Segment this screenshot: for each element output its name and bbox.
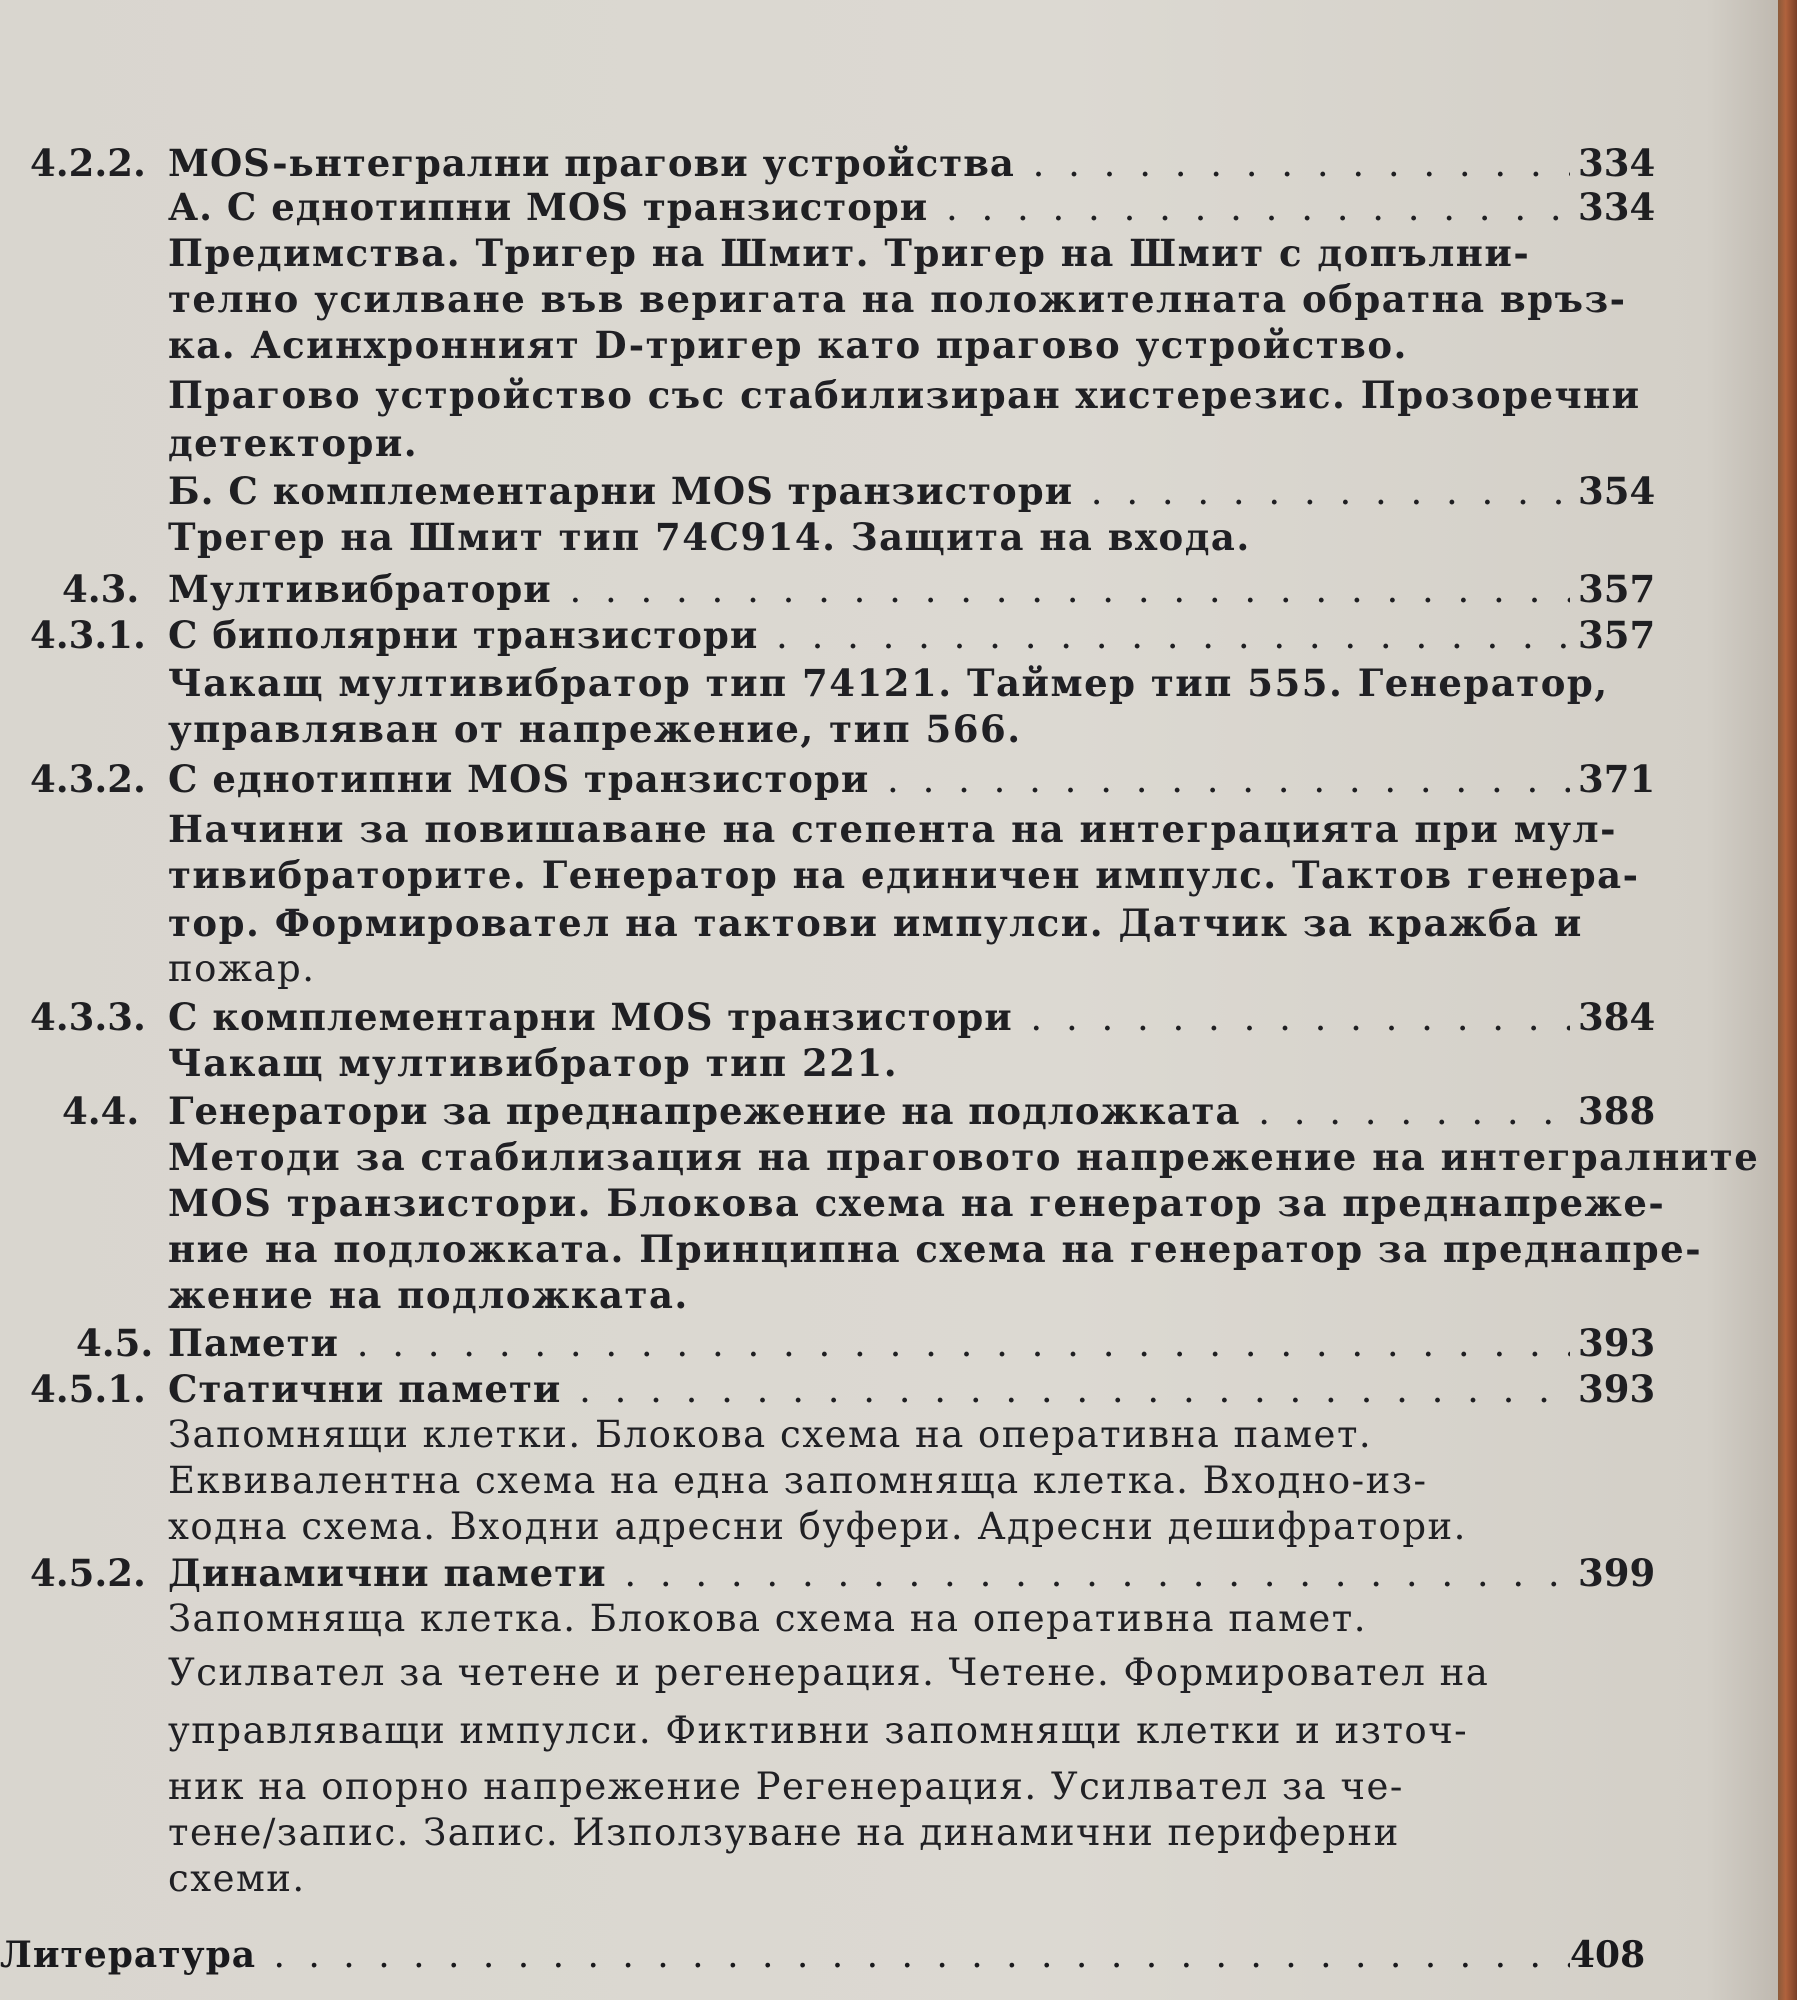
- toc-entry[interactable]: [0, 1320, 1680, 1366]
- section-title: Мултивибратори . . .: [168, 566, 1570, 613]
- section-title: Литература . . .: [0, 1932, 1570, 1979]
- section-number: 4.5.2.: [30, 1551, 146, 1595]
- page-number: 371: [1578, 757, 1656, 801]
- description-line: тор. Формировател на тактови импулси. Датчик за кражба и: [168, 901, 1583, 945]
- page-number: 334: [1578, 141, 1656, 185]
- toc-entry[interactable]: [0, 1088, 1680, 1134]
- page-number: 354: [1578, 469, 1656, 513]
- book-spine-edge: [1778, 0, 1797, 2000]
- description-line: Запомнящи клетки. Блокова схема на оперативна памет.: [168, 1413, 1373, 1456]
- section-number: 4.3.3.: [30, 995, 146, 1039]
- section-title: Статични памети . . .: [168, 1366, 1570, 1413]
- section-number: 4.5.1.: [30, 1367, 146, 1411]
- toc-entry[interactable]: [0, 140, 1680, 186]
- description-line: ние на подложката. Принципна схема на генератор за преднапре-: [168, 1227, 1703, 1271]
- page-number: 357: [1578, 613, 1656, 657]
- description-line: Еквивалентна схема на една запомняща клетка. Входно-из-: [168, 1459, 1428, 1502]
- page-number: 408: [1570, 1934, 1646, 1976]
- description-line: схеми.: [168, 1857, 306, 1900]
- description-line: телно усилване във веригата на положителната обратна връз-: [168, 277, 1627, 321]
- toc-entry[interactable]: [0, 612, 1680, 658]
- section-title: А. С еднотипни MOS транзистори . . .: [168, 184, 1570, 231]
- description-line: Прагово устройство със стабилизиран хистерезис. Прозоречни: [168, 373, 1641, 417]
- description-line: Методи за стабилизация на праговото напрежение на интегралните: [168, 1135, 1760, 1179]
- page-number: 334: [1578, 185, 1656, 229]
- toc-entry[interactable]: [0, 566, 1680, 612]
- section-title: С комплементарни MOS транзистори . . .: [168, 994, 1570, 1041]
- page-number: 384: [1578, 995, 1656, 1039]
- section-number: 4.3.2.: [30, 757, 146, 801]
- description-line: MOS транзистори. Блокова схема на генератор за преднапреже-: [168, 1181, 1666, 1225]
- page-number: 388: [1578, 1089, 1656, 1133]
- section-title: С еднотипни MOS транзистори . . .: [168, 756, 1570, 803]
- description-line: пожар.: [168, 947, 316, 990]
- page-number: 393: [1578, 1367, 1656, 1411]
- section-title: Динамични памети . . .: [168, 1550, 1570, 1597]
- description-line: Трегер на Шмит тип 74С914. Защита на входа.: [168, 515, 1251, 559]
- description-line: Усилвател за четене и регенерация. Четене. Формировател на: [168, 1651, 1490, 1694]
- description-line: жение на подложката.: [168, 1273, 689, 1317]
- section-number: 4.5.: [76, 1321, 154, 1365]
- description-line: управляващи импулси. Фиктивни запомнящи клетки и източ-: [168, 1709, 1469, 1752]
- section-title: MOS-ьнтегрални прагови устройства . . .: [168, 140, 1570, 187]
- description-line: тене/запис. Запис. Използуване на динамични периферни: [168, 1811, 1400, 1854]
- toc-entry[interactable]: [0, 1550, 1680, 1596]
- page-number: 357: [1578, 567, 1656, 611]
- section-number: 4.4.: [62, 1089, 140, 1133]
- toc-entry[interactable]: [0, 994, 1680, 1040]
- page-number: 393: [1578, 1321, 1656, 1365]
- toc-entry[interactable]: [0, 756, 1680, 802]
- description-line: детектори.: [168, 421, 419, 465]
- section-title: Б. С комплементарни MOS транзистори . . .: [168, 468, 1570, 515]
- page-number: 399: [1578, 1551, 1656, 1595]
- toc-entry[interactable]: [0, 184, 1680, 230]
- section-title: Генератори за преднапрежение на подложката . . .: [168, 1088, 1570, 1135]
- section-number: 4.2.2.: [30, 141, 146, 185]
- section-title: С биполярни транзистори . . .: [168, 612, 1570, 659]
- description-line: Начини за повишаване на степента на интеграцията при мул-: [168, 807, 1617, 851]
- description-line: ка. Асинхронният D-тригер като прагово устройство.: [168, 323, 1408, 367]
- description-line: ник на опорно напрежение Регенерация. Усилвател за че-: [168, 1765, 1404, 1808]
- section-number: 4.3.: [62, 567, 140, 611]
- toc-entry[interactable]: [0, 468, 1680, 514]
- description-line: Чакащ мултивибратор тип 74121. Таймер тип 555. Генератор,: [168, 661, 1609, 705]
- toc-entry-literature[interactable]: [0, 1932, 1680, 1978]
- section-title: Памети . . .: [168, 1320, 1570, 1367]
- description-line: тивибраторите. Генератор на единичен импулс. Тактов генера-: [168, 853, 1640, 897]
- description-line: Запомняща клетка. Блокова схема на оперативна памет.: [168, 1597, 1367, 1640]
- toc-entry[interactable]: [0, 1366, 1680, 1412]
- description-line: управляван от напрежение, тип 566.: [168, 707, 1022, 751]
- section-number: 4.3.1.: [30, 613, 146, 657]
- description-line: Чакащ мултивибратор тип 221.: [168, 1041, 899, 1085]
- description-line: ходна схема. Входни адресни буфери. Адресни дешифратори.: [168, 1505, 1467, 1548]
- description-line: Предимства. Тригер на Шмит. Тригер на Шмит с допълни-: [168, 231, 1531, 275]
